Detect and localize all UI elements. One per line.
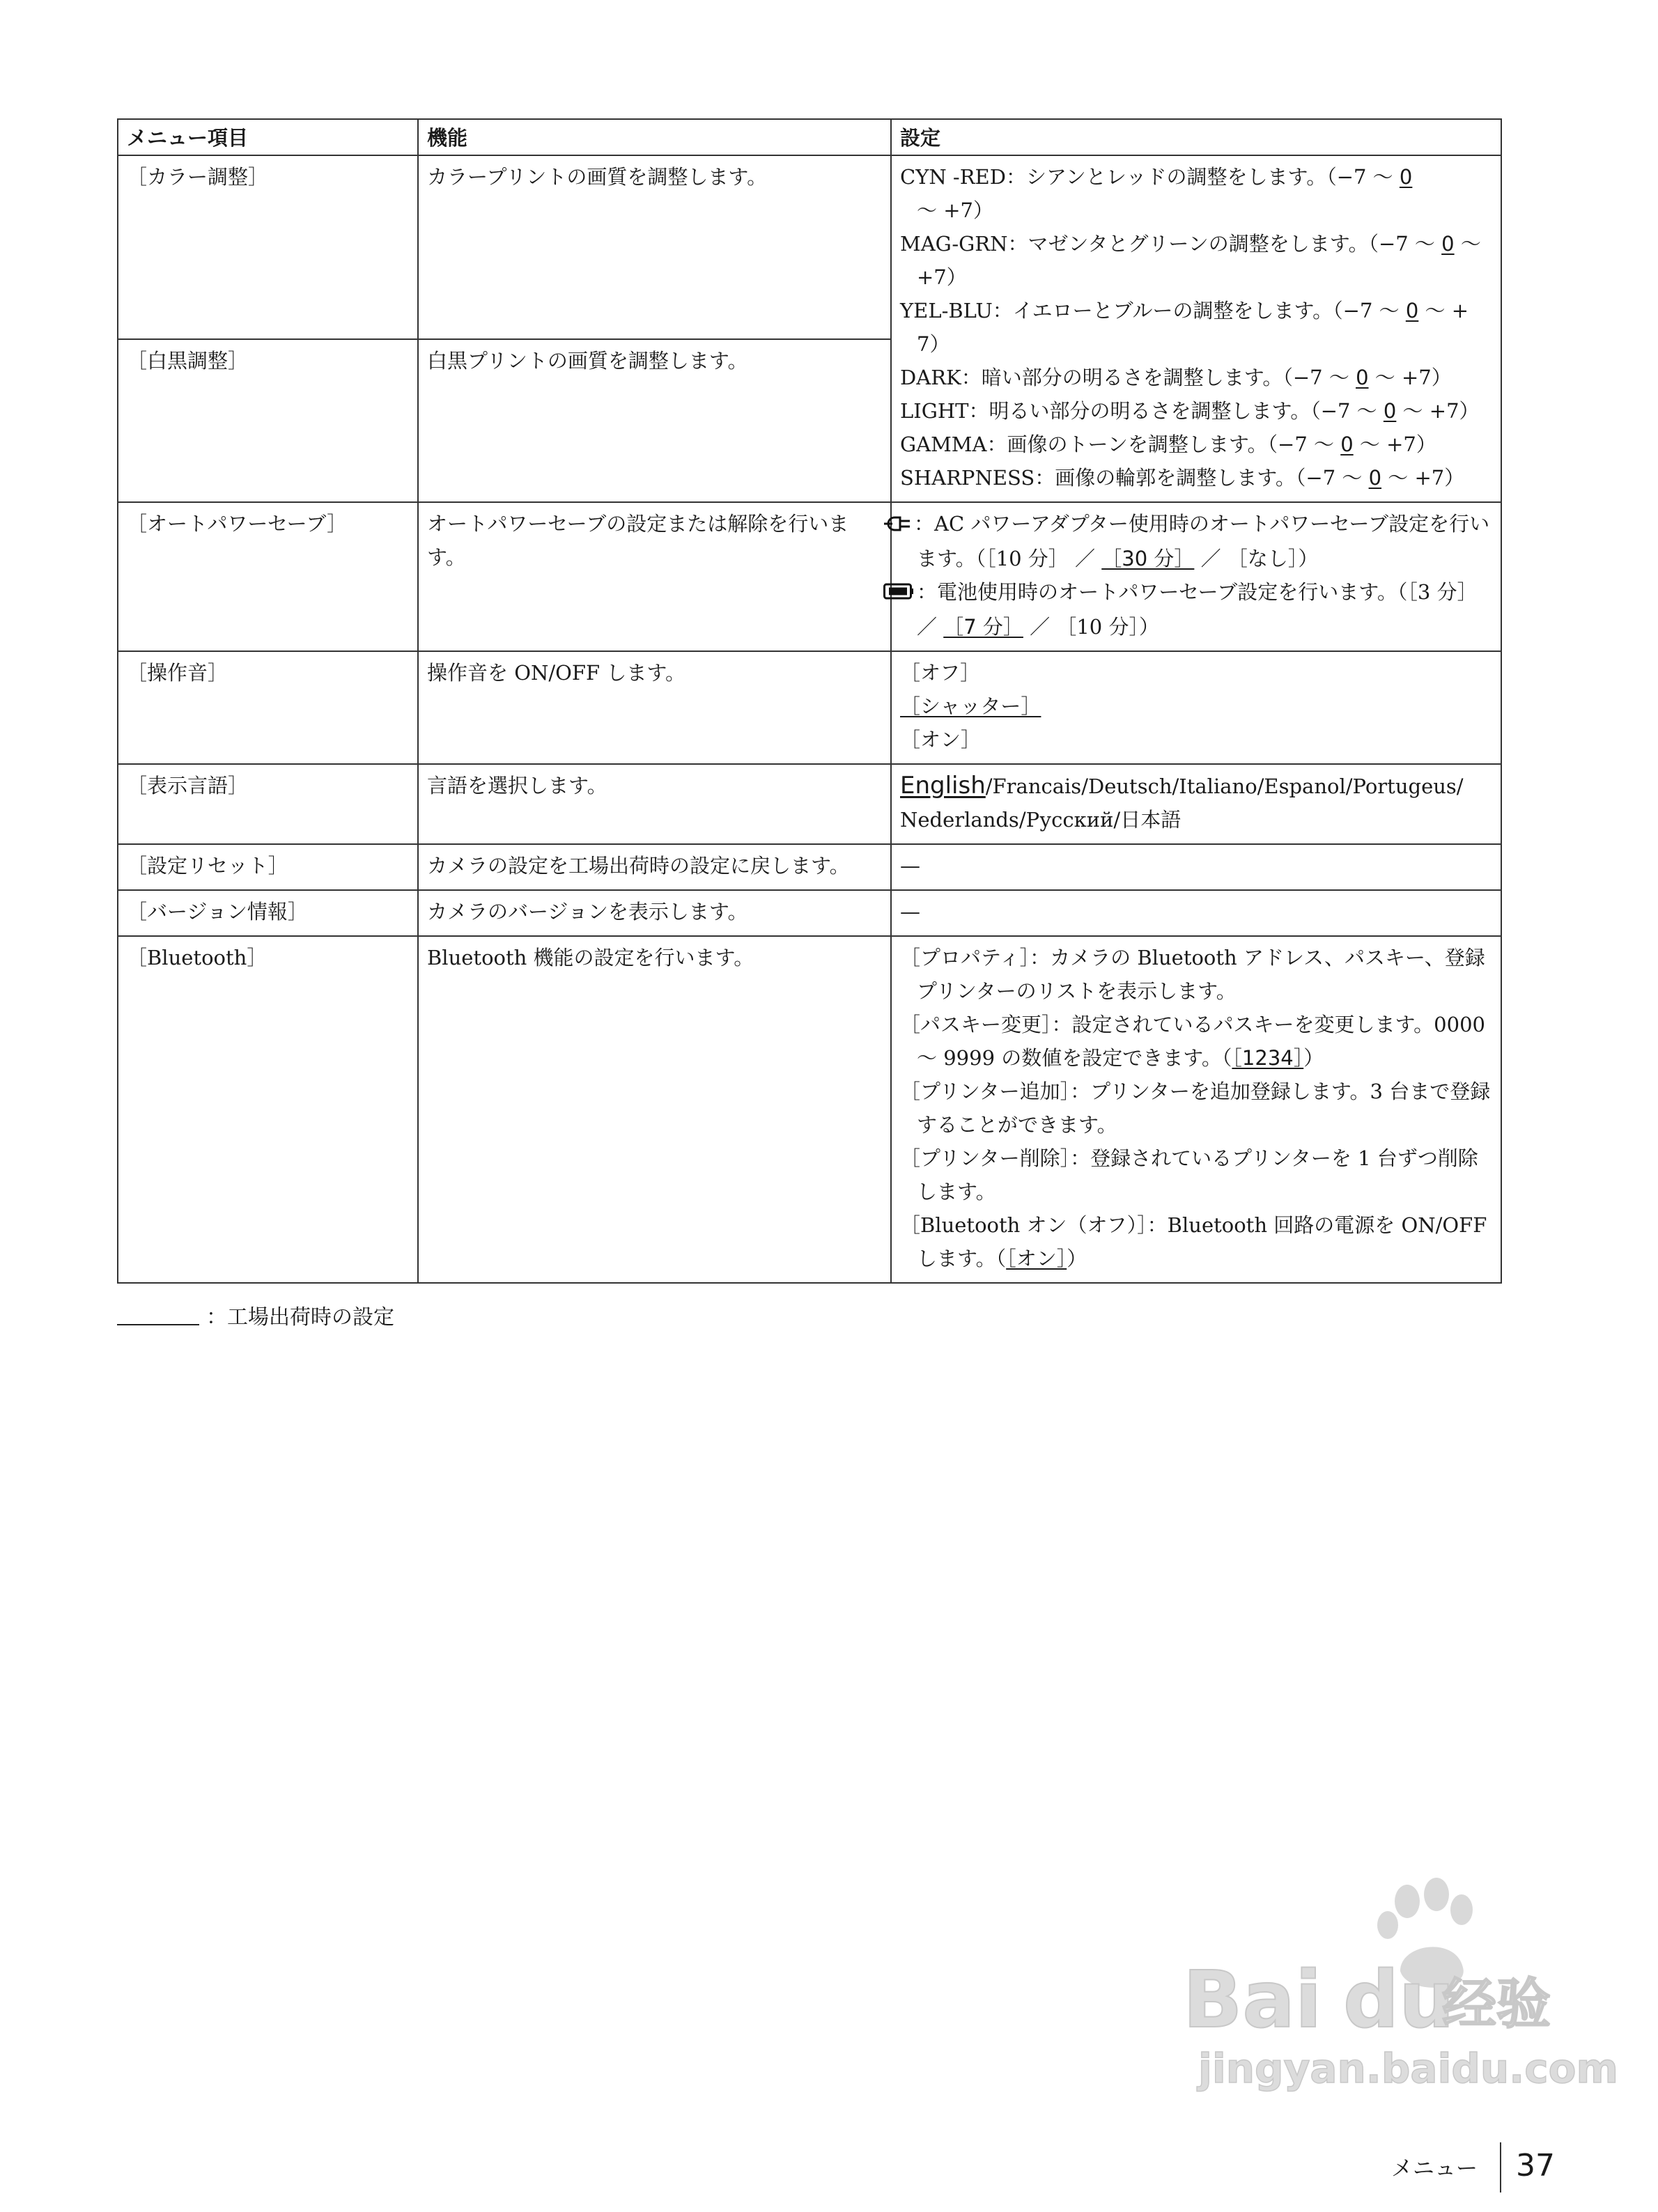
footer-section-title: メニュー [1391,2156,1478,2181]
cell-item-color: ［カラー調整］ [118,155,418,339]
cell-setting-version: — [891,890,1501,936]
header-setting: 設定 [891,119,1501,155]
setting-ac-adapter: ：AC パワーアダプター使用時のオートパワーセーブ設定を行います。（［10 分］ ／ ［30 分］ ／ ［なし］） [900,507,1492,575]
table-row-operation-sound [118,651,1501,764]
page-number: 37 [1516,2148,1555,2183]
baidu-watermark [1177,1874,1618,2103]
bluetooth-delete-printer: ［プリンター削除］：登録されているプリンターを 1 台ずつ削除します。 [900,1146,1478,1204]
table-row-bluetooth [118,936,1501,1283]
menu-settings-table [117,118,1502,1284]
bluetooth-property: ［プロパティ］：カメラの Bluetooth アドレス、パスキー、登録プリンターのリストを表示します。 [900,946,1485,1003]
cell-item-sound: ［操作音］ [118,651,418,764]
cell-function-color: カラープリントの画質を調整します。 [418,155,891,339]
cell-setting-image-adjust [891,155,1501,502]
cell-function-reset: カメラの設定を工場出荷時の設定に戻します。 [418,844,891,890]
cell-function-autopower: オートパワーセーブの設定または解除を行います。 [418,502,891,651]
ac-plug-icon [900,508,911,542]
setting-sharpness: SHARPNESS：画像の輪郭を調整します。（−7 ～ 0 ～ +7） [900,466,1465,490]
bluetooth-add-printer: ［プリンター追加］：プリンターを追加登録します。3 台まで登録することができます。 [900,1080,1491,1137]
table-row-autopower [118,502,1501,651]
language-options-line2: Nederlands/Русский/日本語 [900,808,1181,832]
cell-item-bw: ［白黒調整］ [118,339,418,502]
cell-item-autopower: ［オートパワーセーブ］ [118,502,418,651]
cell-item-bluetooth: ［Bluetooth］ [118,936,418,1283]
setting-light: LIGHT：明るい部分の明るさを調整します。（−7 ～ 0 ～ +7） [900,399,1480,423]
factory-default-legend [117,1301,394,1334]
sound-option-shutter-default: ［シャッター］ [900,694,1041,718]
svg-text:du: du [1343,1955,1455,2046]
cell-function-bw: 白黒プリントの画質を調整します。 [418,339,891,502]
table-row-language [118,764,1501,844]
cell-setting-reset: — [891,844,1501,890]
baidu-paw-logo [1177,1874,1618,2103]
battery-icon [900,577,914,610]
cell-function-version: カメラのバージョンを表示します。 [418,890,891,936]
setting-dark: DARK：暗い部分の明るさを調整します。（−7 ～ 0 ～ +7） [900,366,1452,389]
cell-setting-sound [891,651,1501,764]
cell-setting-language [891,764,1501,844]
table-row-color-adjust [118,155,1501,339]
legend-text: ：工場出荷時の設定 [206,1305,394,1330]
svg-text:经验: 经验 [1442,1973,1551,2036]
language-default-english: English [900,772,986,800]
language-options-line1: /Francais/Deutsch/Italiano/Espanol/Portugeus/ [985,774,1464,798]
cell-item-version: ［バージョン情報］ [118,890,418,936]
cell-setting-bluetooth [891,936,1501,1283]
bluetooth-power: ［Bluetooth オン（オフ）］：Bluetooth 回路の電源を ON/OFF します。（［オン］） [900,1213,1487,1270]
cell-setting-autopower [891,502,1501,651]
cell-function-language: 言語を選択します。 [418,764,891,844]
header-function: 機能 [418,119,891,155]
sound-option-off: ［オフ］ [900,661,981,685]
bluetooth-passkey-change: ［パスキー変更］：設定されているパスキーを変更します。0000 ～ 9999 の数値を設定できます。（［1234］） [900,1013,1485,1070]
svg-text:jingyan.baidu.com: jingyan.baidu.com [1198,2045,1618,2092]
cell-function-bluetooth: Bluetooth 機能の設定を行います。 [418,936,891,1283]
setting-battery: ：電池使用時のオートパワーセーブ設定を行います。（［3 分］ ／ ［7 分］ ／ ［10 分］） [900,575,1492,644]
setting-yel-blu: YEL-BLU：イエローとブルーの調整をします。（−7 ～ 0 ～ + 7） [900,299,1469,356]
setting-mag-grn: MAG-GRN：マゼンタとグリーンの調整をします。（−7 ～ 0 ～ +7） [900,232,1481,289]
setting-gamma: GAMMA：画像のトーンを調整します。（−7 ～ 0 ～ +7） [900,433,1436,456]
table-row-settings-reset [118,844,1501,890]
underline-sample [117,1324,199,1325]
table-row-version-info [118,890,1501,936]
table-header-row [118,119,1501,155]
cell-function-sound: 操作音を ON/OFF します。 [418,651,891,764]
footer-divider [1500,2142,1501,2192]
svg-text:Bai: Bai [1183,1955,1322,2046]
setting-cyn-red: CYN -RED：シアンとレッドの調整をします。（−7 ～ 0 ～ +7） [900,165,1413,222]
header-menu-item: メニュー項目 [118,119,418,155]
cell-item-language: ［表示言語］ [118,764,418,844]
cell-item-reset: ［設定リセット］ [118,844,418,890]
sound-option-on: ［オン］ [900,728,982,751]
